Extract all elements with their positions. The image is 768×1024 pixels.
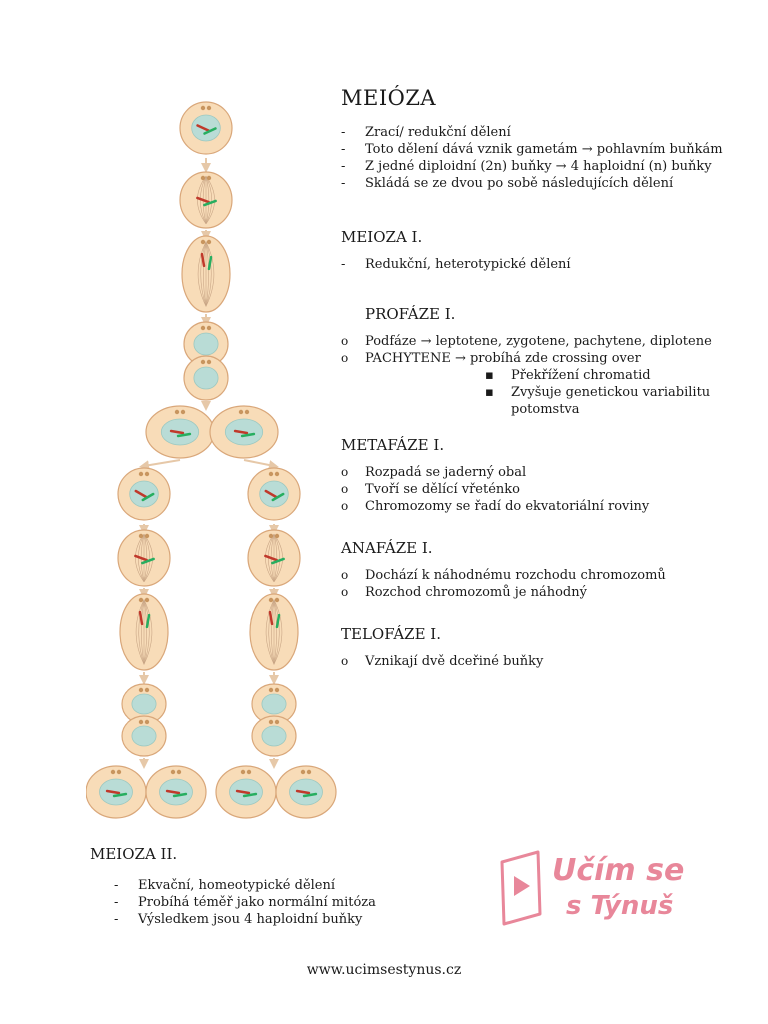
nucleus: [262, 694, 286, 714]
centriole: [117, 770, 121, 774]
footer-url: www.ucimsestynus.cz: [306, 962, 462, 978]
centriole: [171, 770, 175, 774]
logo-line2: s Týnuš: [566, 891, 674, 921]
nucleus: [132, 726, 156, 746]
centriole: [275, 534, 279, 538]
list-item: o Dochází k náhodnému rozchodu chromozomů: [341, 567, 741, 584]
centriole: [145, 472, 149, 476]
section-heading-profaze: PROFÁZE I.: [365, 305, 456, 323]
centriole: [139, 688, 143, 692]
list-item: - Zrací/ redukční dělení: [341, 124, 741, 141]
nucleus: [132, 694, 156, 714]
centriole: [139, 720, 143, 724]
meioza2-section: [90, 845, 470, 928]
metafaze-list: [341, 464, 741, 515]
centriole: [269, 598, 273, 602]
list-item: o PACHYTENE → probíhá zde crossing over: [341, 350, 741, 367]
text-column: [341, 86, 741, 670]
centriole: [145, 598, 149, 602]
list-item: - Redukční, heterotypické dělení: [341, 256, 741, 273]
centriole: [207, 326, 211, 330]
centriole: [307, 770, 311, 774]
meioza1-list: [341, 256, 741, 273]
nucleus: [194, 367, 218, 389]
list-item: - Ekvační, homeotypické dělení: [90, 877, 470, 894]
list-item: o Rozchod chromozomů je náhodný: [341, 584, 741, 601]
centriole: [247, 770, 251, 774]
centriole: [269, 720, 273, 724]
centriole: [139, 534, 143, 538]
logo-line1: Učím se: [552, 853, 685, 888]
centriole: [207, 240, 211, 244]
centriole: [201, 176, 205, 180]
centriole: [145, 720, 149, 724]
list-item: - Toto dělení dává vznik gametám → pohlavním buňkám: [341, 141, 741, 158]
play-icon: [514, 876, 530, 896]
centriole: [239, 410, 243, 414]
list-item: - Výsledkem jsou 4 haploidní buňky: [90, 911, 470, 928]
centriole: [145, 688, 149, 692]
centriole: [275, 720, 279, 724]
list-item: o Rozpadá se jaderný obal: [341, 464, 741, 481]
list-item: o Vznikají dvě dceřiné buňky: [341, 653, 741, 670]
centriole: [241, 770, 245, 774]
nucleus: [262, 726, 286, 746]
centriole: [111, 770, 115, 774]
meiosis-diagram: [86, 96, 338, 820]
centriole: [301, 770, 305, 774]
sub-list-item: ▪ Překřížení chromatid: [341, 367, 741, 384]
logo: [496, 842, 710, 926]
centriole: [269, 472, 273, 476]
sub-list-item: ▪ Zvyšuje genetickou variabilitu potomstva: [341, 384, 741, 418]
list-item: o Podfáze → leptotene, zygotene, pachytene, diplotene: [341, 333, 741, 350]
arrow: [144, 460, 180, 466]
section-heading-anafaze: ANAFÁZE I.: [341, 539, 433, 557]
centriole: [177, 770, 181, 774]
list-item: - Z jedné diploidní (2n) buňky → 4 haploidní (n) buňky: [341, 158, 741, 175]
anafaze-list: [341, 567, 741, 601]
list-item: - Skládá se ze dvou po sobě následujících dělení: [341, 175, 741, 192]
profaze-list: [341, 333, 741, 418]
intro-list: [341, 124, 741, 192]
centriole: [201, 326, 205, 330]
centriole: [207, 106, 211, 110]
centriole: [207, 176, 211, 180]
centriole: [181, 410, 185, 414]
centriole: [175, 410, 179, 414]
centriole: [201, 360, 205, 364]
centriole: [269, 534, 273, 538]
telofaze-list: [341, 653, 741, 670]
centriole: [275, 688, 279, 692]
list-item: - Probíhá téměř jako normální mitóza: [90, 894, 470, 911]
arrow: [244, 460, 274, 466]
centriole: [201, 106, 205, 110]
centriole: [275, 472, 279, 476]
nucleus: [194, 333, 218, 355]
list-item: o Chromozomy se řadí do ekvatoriální roviny: [341, 498, 741, 515]
centriole: [275, 598, 279, 602]
section-heading-meioza2: MEIOZA II.: [90, 845, 178, 863]
section-heading-metafaze: METAFÁZE I.: [341, 436, 445, 454]
centriole: [139, 598, 143, 602]
centriole: [139, 472, 143, 476]
section-heading-meioza1: MEIOZA I.: [341, 228, 423, 246]
centriole: [201, 240, 205, 244]
centriole: [145, 534, 149, 538]
centriole: [245, 410, 249, 414]
meioza2-list: [90, 877, 470, 928]
centriole: [207, 360, 211, 364]
page-title: MEIÓZA: [341, 86, 437, 110]
section-heading-telofaze: TELOFÁZE I.: [341, 625, 441, 643]
centriole: [269, 688, 273, 692]
list-item: o Tvoří se dělící vřeténko: [341, 481, 741, 498]
